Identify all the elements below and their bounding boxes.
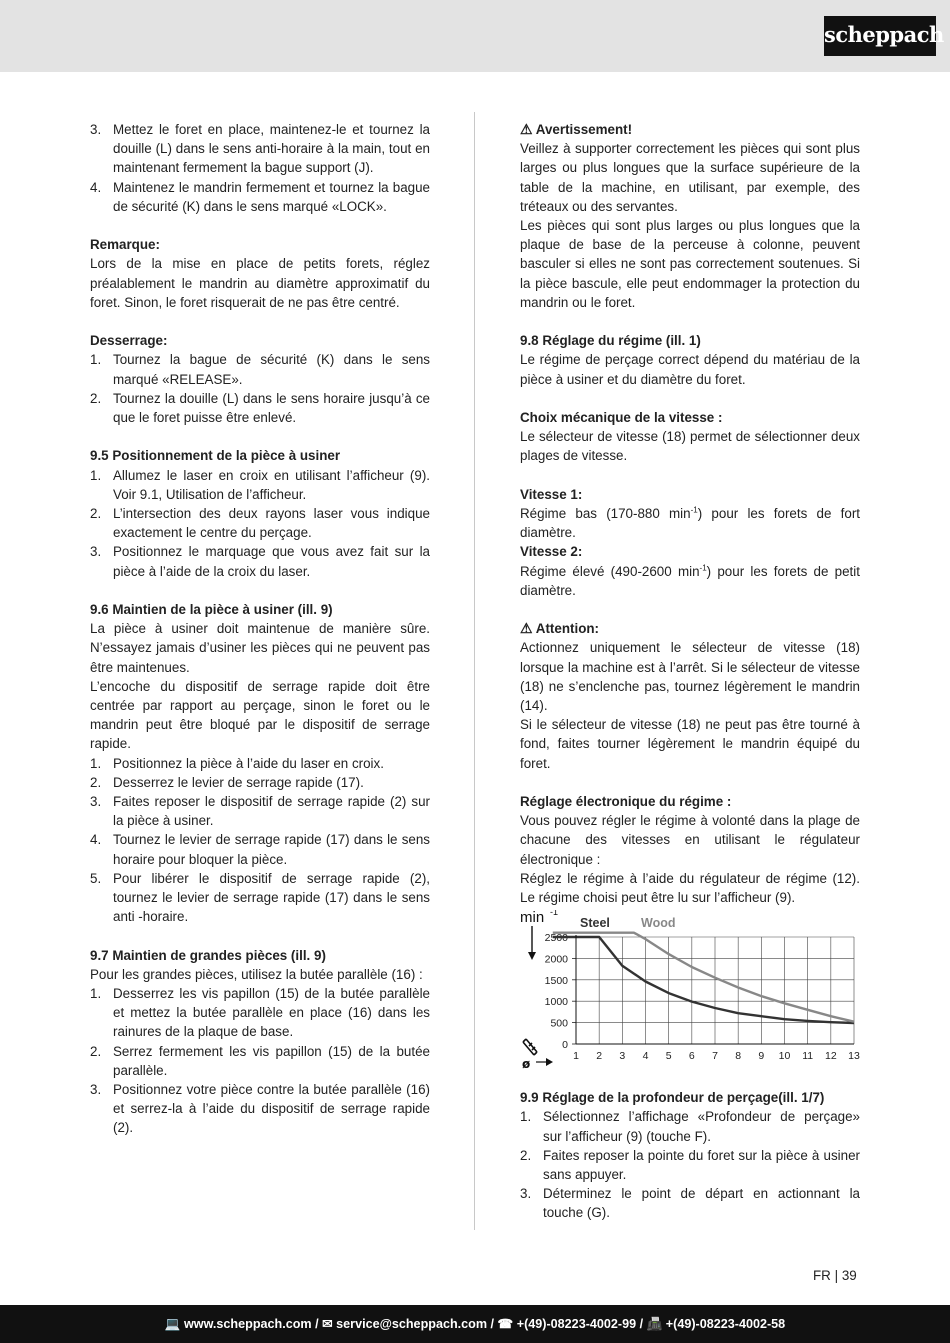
attention-text-2: Si le sélecteur de vitesse (18) ne peut pas être tourné à fond, faites tourner légèrement le mandrin équipé du foret. (520, 717, 860, 771)
speed-1-text: Régime bas (170-880 $\min^{-1}$) pour les forets de fort diamètre. (520, 505, 860, 541)
x-tick-label: 6 (688, 1050, 695, 1063)
x-axis-arrow-head (546, 1058, 553, 1066)
warning-heading (520, 120, 860, 139)
y-axis-label-sup: -1 (550, 910, 559, 918)
list-item: 2. Desserrez le levier de serrage rapide (17). (90, 774, 364, 790)
remark-text: Lors de la mise en place de petits forets, réglez préalablement le mandrin au diamètre approximatif du foret. Sinon, le foret risquerait de ne pas être centré. (90, 256, 430, 310)
section-9-8-intro: Le régime de perçage correct dépend du matériau de la pièce à usiner et du diamètre du foret. (520, 352, 860, 387)
y-tick-label: 2500 (544, 932, 568, 945)
electronic-speed-text-2: Réglez le régime à l’aide du régulateur de régime (12). Le régime choisi peut être lu sur l’afficheur (9). (520, 870, 860, 906)
x-tick-label: 7 (712, 1050, 718, 1063)
left-column (90, 120, 430, 1138)
section-9-6-steps (90, 754, 430, 927)
section-9-6-title: 9.6 Maintien de la pièce à usiner (ill. 9) (90, 602, 333, 618)
x-tick-label: 2 (596, 1050, 603, 1063)
list-item: 1. Tournez la bague de sécurité (K) dans le sens marqué «RELEASE». (90, 352, 430, 387)
y-axis-label: min (520, 910, 545, 927)
list-item: 2. Serrez fermement les vis papillon (15) de la butée parallèle. (90, 1043, 430, 1078)
mount-steps (90, 120, 430, 216)
y-tick-label: 1500 (544, 975, 568, 988)
list-item: 3. Positionnez le marquage que vous avez fait sur la pièce à l’aide de la croix du laser. (90, 544, 430, 579)
y-tick-label: 0 (562, 1039, 568, 1052)
series-line-wood (553, 933, 854, 1022)
section-9-7-steps (90, 984, 430, 1138)
list-item: 1. Positionnez la pièce à l’aide du laser en croix. (90, 755, 384, 771)
section-9-6-notch: L’encoche du dispositif de serrage rapide doit être centrée par rapport au perçage, sinon le foret ou le mandrin peut être bloqué par le dispositif de serrage rapide. (90, 678, 430, 752)
section-9-8-title: 9.8 Réglage du régime (ill. 1) (520, 333, 701, 349)
list-item: 3. Mettez le foret en place, maintenez-le et tournez la douille (L) dans le sens anti-horaire à la main, tout en maintenant fermement la bague support (J). (90, 122, 430, 176)
right-column (520, 120, 860, 1223)
x-tick-label: 9 (758, 1050, 765, 1063)
list-item: 3. Positionnez votre pièce contre la butée parallèle (16) et serrez-la à l’aide du dispositif de serrage rapide (2). (90, 1082, 430, 1136)
legend-steel: Steel (580, 916, 610, 931)
x-tick-label: 13 (848, 1050, 860, 1063)
x-tick-label: 1 (573, 1050, 579, 1063)
header-band (0, 0, 950, 72)
x-tick-label: 3 (619, 1050, 626, 1063)
warning-text-1: Veillez à supporter correctement les pièces qui sont plus larges ou plus longues que la surface supérieure de la table de la machine, en utilisant, par exemple, des tréteaux ou des servantes. (520, 141, 860, 214)
attention-icon: ⚠ (520, 620, 533, 637)
list-item: 5. Pour libérer le dispositif de serrage rapide (2), tournez le levier de serrage rapide (17) dans le sens anti -horaire. (90, 870, 430, 925)
x-tick-label: 12 (824, 1050, 837, 1063)
attention-text-1: Actionnez uniquement le sélecteur de vitesse (18) lorsque la machine est à l’arrêt. Si le sélecteur de vitesse (18) ne s’enclenche pas, tournez légèrement le mandrin (14). (520, 640, 860, 714)
y-axis-arrow-head (528, 952, 536, 960)
electronic-speed-text-1: Vous pouvez régler le régime à volonté dans la plage de chacune des vitesses en utilisant le régulateur électronique : (520, 813, 860, 867)
list-item: 3. Déterminez le point de départ en actionnant la touche (G). (520, 1186, 860, 1221)
list-item: 4. Maintenez le mandrin fermement et tournez la bague de sécurité (K) dans le sens marqué «LOCK». (90, 179, 430, 214)
column-divider (474, 112, 475, 1230)
attention-heading (520, 619, 860, 638)
section-9-9-steps (520, 1107, 860, 1222)
x-axis-label: ø (522, 1057, 531, 1072)
speed-2-text: Régime élevé (490-2600 $\min^{-1}$) pour les forets de petit diamètre. (520, 563, 860, 598)
list-item: 2. Faites reposer la pointe du foret sur la pièce à usiner sans appuyer. (520, 1147, 860, 1183)
list-item: 3. Faites reposer le dispositif de serrage rapide (2) sur la pièce à usiner. (90, 794, 430, 829)
list-item: 1. Allumez le laser en croix en utilisant l’afficheur (9). Voir 9.1, Utilisation de l’afficheur. (90, 467, 430, 502)
warning-title: Avertissement! (535, 122, 633, 137)
mechanical-speed-title: Choix mécanique de la vitesse : (520, 410, 723, 426)
y-tick-label: 1000 (544, 996, 568, 1009)
y-tick-label: 500 (550, 1017, 568, 1030)
speed-1-title: Vitesse 1: (520, 486, 583, 502)
remark-title: Remarque: (90, 237, 160, 253)
warning-icon: ⚠ (520, 121, 533, 137)
list-item: 2. Tournez la douille (L) dans le sens horaire jusqu’à ce que le foret puisse être enlevé. (90, 390, 430, 426)
x-tick-label: 10 (778, 1050, 791, 1063)
warning-text-2: Les pièces qui sont plus larges ou plus longues que la plaque de base de la perceuse à colonne, peuvent basculer si elles ne sont pas correctement soutenues. Si la pièce bascule, elle peut endommager la protection du mandrin ou le foret. (520, 218, 860, 310)
section-9-9-title: 9.9 Réglage de la profondeur de perçage(ill. 1/7) (520, 1090, 825, 1106)
drill-bit-icon (523, 1039, 537, 1055)
x-tick-label: 8 (735, 1050, 742, 1063)
brand-logo: scheppach (824, 16, 936, 56)
list-item: 1. Desserrez les vis papillon (15) de la butée parallèle et mettez la butée parallèle en place (16) dans les rainures de la plaque de base. (90, 986, 430, 1040)
section-9-7-title: 9.7 Maintien de grandes pièces (ill. 9) (90, 947, 326, 963)
list-item: 1. Sélectionnez l’affichage «Profondeur de perçage» sur l’afficheur (9) (touche F). (520, 1109, 860, 1144)
x-tick-label: 11 (802, 1050, 814, 1063)
section-9-6-intro: La pièce à usiner doit maintenue de manière sûre. N’essayez jamais d’usiner les pièces qui ne peuvent pas être maintenues. (90, 621, 430, 675)
section-9-7-intro: Pour les grandes pièces, utilisez la butée parallèle (16) : (90, 966, 423, 982)
x-tick-label: 4 (642, 1050, 649, 1063)
list-item: 2. L’intersection des deux rayons laser vous indique exactement le centre du perçage. (90, 506, 430, 541)
attention-title: Attention: (535, 621, 600, 637)
mechanical-speed-text: Le sélecteur de vitesse (18) permet de sélectionner deux plages de vitesse. (520, 429, 860, 464)
rpm-chart (520, 910, 865, 1078)
section-9-5-title: 9.5 Positionnement de la pièce à usiner (90, 448, 341, 464)
speed-2-title: Vitesse 2: (520, 544, 583, 560)
release-title: Desserrage: (90, 333, 168, 349)
release-steps (90, 350, 430, 427)
footer-contact: 💻 www.scheppach.com / ✉ service@scheppach.com / ☎ +(49)-08223-4002-99 / 📠 +(49)-08223-4002-58 (0, 1305, 950, 1343)
y-tick-label: 2000 (544, 953, 568, 966)
list-item: 4. Tournez le levier de serrage rapide (17) dans le sens horaire pour bloquer la pièce. (90, 832, 430, 867)
x-tick-label: 5 (665, 1050, 672, 1063)
electronic-speed-title: Réglage électronique du régime : (520, 794, 732, 810)
section-9-5-steps (90, 466, 430, 581)
legend-wood: Wood (641, 916, 676, 931)
page-number: FR | 39 (813, 1268, 857, 1283)
